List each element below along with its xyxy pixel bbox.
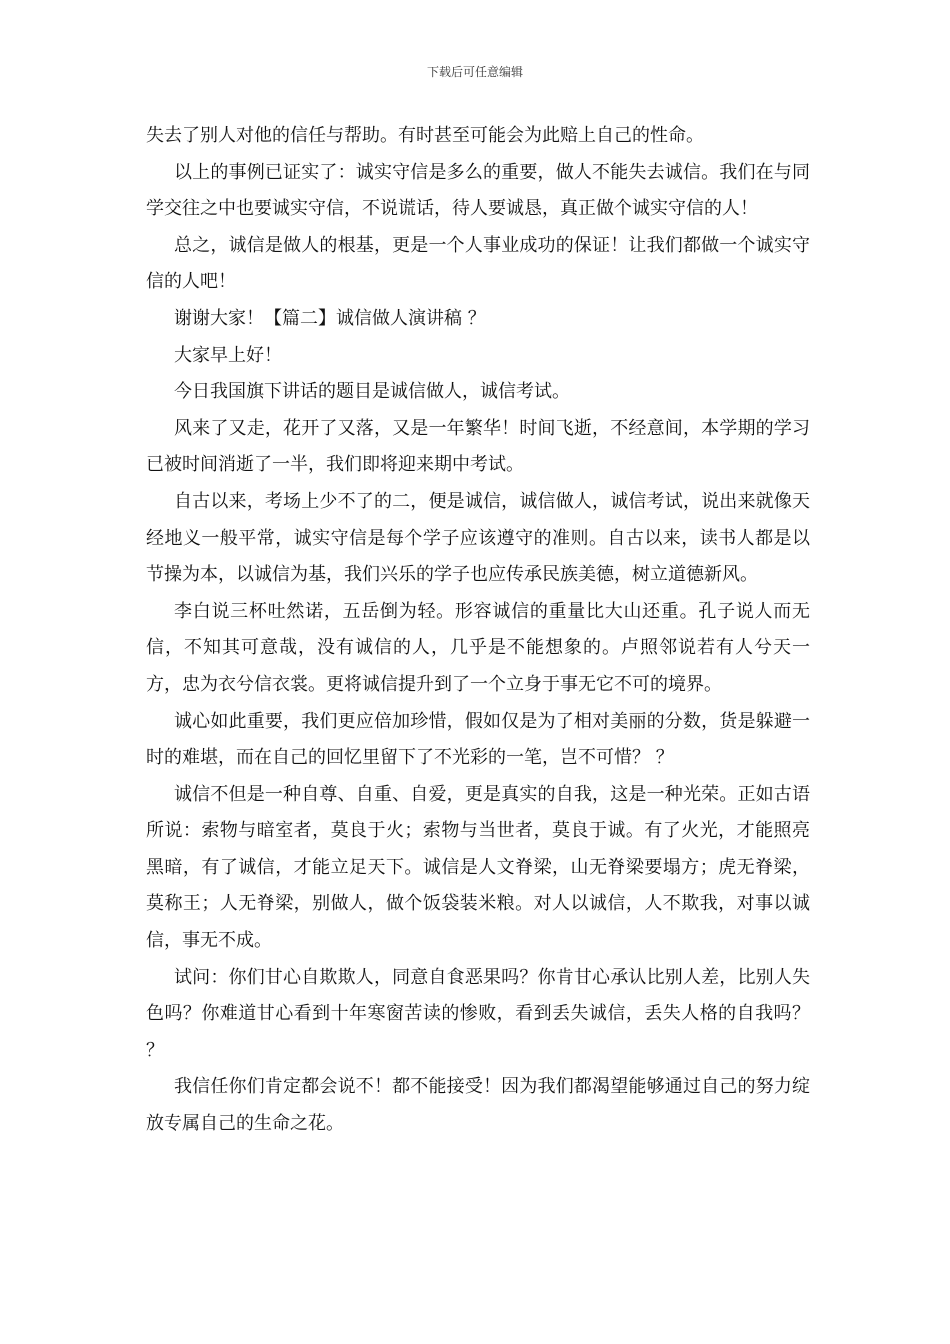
paragraph: 以上的事例已证实了：诚实守信是多么的重要，做人不能失去诚信。我们在与同学交往之中也要诚实守信，不说谎话，待人要诚恳，真正做个诚实守信的人！ [146,161,810,220]
paragraph-greeting: 大家早上好！ [174,344,282,366]
paragraph: 我信任你们肯定都会说不！都不能接受！因为我们都渴望能够通过自己的努力绽放专属自己的生命之花。 [146,1076,810,1135]
paragraph-section-heading: 谢谢大家！【篇二】诚信做人演讲稿 ？ [174,307,486,329]
paragraph: 风来了又走，花开了又落，又是一年繁华！时间飞逝，不经意间，本学期的学习已被时间消逝了一半，我们即将迎来期中考试。 [146,417,810,476]
paragraph: 总之，诚信是做人的根基，更是一个人事业成功的保证！让我们都做一个诚实守信的人吧！ [146,234,810,293]
paragraph: 李白说三杯吐然诺，五岳倒为轻。形容诚信的重量比大山还重。孔子说人而无信，不知其可意哉，没有诚信的人，几乎是不能想象的。卢照邻说若有人兮天一方，忠为衣兮信衣裳。更将诚信提升到了一个立身于事无它不可的境界。 [146,600,810,695]
page-header-note: 下载后可任意编辑 [426,65,523,79]
paragraph: 诚信不但是一种自尊、自重、自爱，更是真实的自我，这是一种光荣。正如古语所说：索物与暗室者，莫良于火；索物与当世者，莫良于诚。有了火光，才能照亮黑暗，有了诚信，才能立足天下。诚信是人文脊梁，山无脊梁要塌方；虎无脊梁，莫称王；人无脊梁，别做人，做个饭袋装米粮。对人以诚信，人不欺我，对事以诚信，事无不成。 [146,783,810,952]
document-body [146,118,810,1143]
paragraph: 自古以来，考场上少不了的二，便是诚信，诚信做人，诚信考试，说出来就像天经地义一般平常，诚实守信是每个学子应该遵守的准则。自古以来，读书人都是以节操为本，以诚信为基，我们兴乐的学子也应传承民族美德，树立道德新风。 [146,490,810,586]
paragraph: 试问：你们甘心自欺欺人，同意自食恶果吗？你肯甘心承认比别人差，比别人失色吗？你难道甘心看到十年寒窗苦读的惨败，看到丢失诚信，丢失人格的自我吗？ ？ [146,966,810,1061]
paragraph: 今日我国旗下讲话的题目是诚信做人，诚信考试。 [174,381,570,403]
paragraph: 诚心如此重要，我们更应倍加珍惜，假如仅是为了相对美丽的分数，货是躲避一时的难堪，而在自己的回忆里留下了不光彩的一笔，岂不可惜？ ？ [146,710,810,769]
paragraph-continuation: 失去了别人对他的信任与帮助。有时甚至可能会为此赔上自己的性命。 [146,125,704,146]
